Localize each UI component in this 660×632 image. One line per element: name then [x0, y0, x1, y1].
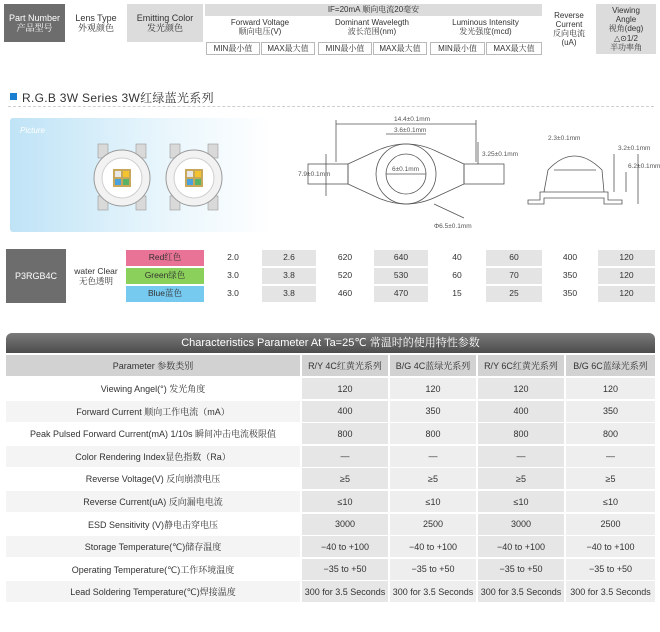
char-row-value: ≥5: [302, 468, 388, 489]
char-row-value: 3000: [302, 514, 388, 535]
header-viewing-angle: [596, 4, 656, 54]
char-row-value: 400: [302, 401, 388, 422]
header-lens-type-en: Lens Type: [75, 12, 117, 23]
dim-vert1: 3.25±0.1mm: [482, 151, 519, 158]
header-viewing-angle-l4: △⊙1/2: [614, 33, 638, 43]
iv-max-label: MAX最大值: [486, 42, 542, 55]
char-row-value: ≥5: [478, 468, 564, 489]
char-table-row: [6, 514, 655, 535]
product-cell-vf-max: 2.6: [262, 250, 316, 266]
char-row-value: −35 to +50: [478, 559, 564, 580]
char-row-value: —: [302, 446, 388, 467]
product-cell-wl-max: 640: [374, 250, 428, 266]
char-row-value: ≥5: [390, 468, 476, 489]
fv-min-label: MIN最小值: [206, 42, 260, 55]
char-table-row: [6, 401, 655, 422]
char-row-value: ≤10: [478, 491, 564, 512]
char-row-value: −40 to +100: [302, 536, 388, 557]
char-row-value: 800: [302, 423, 388, 444]
header-part-number-cn: 产品型号: [16, 23, 53, 33]
product-cell-vf-min: 3.0: [206, 286, 260, 302]
product-cell-iv-min: 40: [430, 250, 484, 266]
dim-diag: Φ6.5±0.1mm: [434, 223, 472, 230]
char-row-value: 300 for 3.5 Seconds: [478, 581, 564, 602]
char-row-value: 3000: [478, 514, 564, 535]
dim-side1: 2.3±0.1mm: [548, 135, 581, 142]
product-lens-cn: 无色透明: [78, 276, 113, 286]
series-title: R.G.B 3W Series 3W红绿蓝光系列: [22, 91, 214, 105]
header-reverse-current-l4: (uA): [561, 38, 577, 48]
header-reverse-current: [544, 4, 594, 54]
header-part-number-en: Part Number: [8, 12, 61, 23]
led-photo-art: [10, 118, 272, 232]
product-cell-iv-max: 60: [486, 250, 542, 266]
char-row-value: 300 for 3.5 Seconds: [390, 581, 476, 602]
char-table-row: [6, 581, 655, 602]
product-cell-angle: 120: [598, 250, 655, 266]
wl-max-label: MAX最大值: [373, 42, 427, 55]
product-cell-vf-max: 3.8: [262, 286, 316, 302]
char-row-label: Lead Soldering Temperature(℃)焊接温度: [6, 581, 300, 602]
dim-side2: 3.2±0.1mm: [618, 145, 651, 152]
product-cell-wl-min: 460: [318, 286, 372, 302]
header-viewing-angle-l2: Angle: [615, 15, 637, 25]
header-forward-voltage-en: Forward Voltage: [230, 18, 290, 27]
header-reverse-current-l3: 反向电流: [553, 29, 585, 38]
product-cell-ir: 350: [544, 286, 596, 302]
char-row-value: −35 to +50: [390, 559, 476, 580]
header-lens-type-cn: 外观颜色: [77, 23, 114, 33]
product-cell-wl-max: 470: [374, 286, 428, 302]
char-row-label: Reverse Voltage(V) 反向崩溃电压: [6, 468, 300, 489]
char-row-value: 300 for 3.5 Seconds: [566, 581, 655, 602]
header-luminous-intensity-cn: 发光强度(mcd): [459, 27, 512, 37]
header-lens-type: [67, 4, 125, 42]
char-row-value: −40 to +100: [390, 536, 476, 557]
technical-drawing: [296, 112, 660, 238]
char-row-value: 800: [390, 423, 476, 444]
char-row-label: ESD Sensitivity (V)静电击穿电压: [6, 514, 300, 535]
char-row-value: 2500: [390, 514, 476, 535]
char-row-label: Forward Current 顺向工作电流（mA）: [6, 401, 300, 422]
product-cell-vf-min: 3.0: [206, 268, 260, 284]
char-row-value: 120: [302, 378, 388, 399]
series-divider: [8, 106, 654, 107]
product-cell-wl-max: 530: [374, 268, 428, 284]
product-cell-vf-max: 3.8: [262, 268, 316, 284]
char-table-row: [6, 536, 655, 557]
series-marker-icon: [10, 93, 17, 100]
char-row-value: —: [478, 446, 564, 467]
char-row-label: Reverse Current(uA) 反向漏电电流: [6, 491, 300, 512]
char-row-value: −35 to +50: [566, 559, 655, 580]
header-emitting-color-cn: 发光颜色: [146, 23, 183, 33]
header-reverse-current-l1: Reverse: [554, 10, 584, 20]
char-row-value: −40 to +100: [566, 536, 655, 557]
char-header-ry6c: R/Y 6C红黄光系列: [478, 355, 564, 376]
product-cell-ir: 350: [544, 268, 596, 284]
header-emitting-color-en: Emitting Color: [136, 12, 194, 23]
header-condition: IF=20mA 顺向电流20毫安: [205, 4, 542, 16]
char-row-label: Peak Pulsed Forward Current(mA) 1/10s 瞬间冲击电流极限值: [6, 423, 300, 444]
char-row-value: 2500: [566, 514, 655, 535]
char-table-row: [6, 423, 655, 444]
dim-top1: 14.4±0.1mm: [394, 116, 431, 123]
product-lens-en: water Clear: [74, 266, 118, 277]
product-color-label: Red红色: [126, 250, 204, 266]
product-color-label: Green绿色: [126, 268, 204, 284]
product-cell-ir: 400: [544, 250, 596, 266]
product-cell-angle: 120: [598, 268, 655, 284]
char-row-value: —: [390, 446, 476, 467]
char-table-title: Characteristics Parameter At Ta=25℃ 常温时的使用特性参数: [6, 333, 655, 353]
char-row-value: 800: [566, 423, 655, 444]
product-cell-iv-max: 25: [486, 286, 542, 302]
fv-max-label: MAX最大值: [261, 42, 315, 55]
product-cell-angle: 120: [598, 286, 655, 302]
char-table-row: [6, 468, 655, 489]
char-row-value: —: [566, 446, 655, 467]
char-header-param: Parameter 参数类别: [6, 355, 300, 376]
header-forward-voltage: [205, 18, 315, 42]
char-row-value: ≤10: [390, 491, 476, 512]
header-viewing-angle-l1: Viewing: [612, 6, 640, 16]
header-luminous-intensity-en: Luminous Intensity: [452, 18, 519, 27]
char-row-value: 350: [390, 401, 476, 422]
iv-min-label: MIN最小值: [430, 42, 485, 55]
char-header-bg6c: B/G 6C蓝绿光系列: [566, 355, 655, 376]
char-row-value: ≥5: [566, 468, 655, 489]
char-table-row: [6, 378, 655, 399]
char-row-value: 300 for 3.5 Seconds: [302, 581, 388, 602]
header-forward-voltage-cn: 顺向电压(V): [238, 27, 282, 37]
char-row-label: Storage Temperature(℃)储存温度: [6, 536, 300, 557]
header-part-number: [4, 4, 65, 42]
char-header-bg4c: B/G 4C蓝绿光系列: [390, 355, 476, 376]
header-dominant-wavelength-cn: 波长范围(nm): [347, 27, 397, 37]
char-row-value: −35 to +50: [302, 559, 388, 580]
char-table-row: [6, 559, 655, 580]
header-emitting-color: [127, 4, 203, 42]
product-cell-iv-min: 15: [430, 286, 484, 302]
char-row-label: Viewing Angel(°) 发光角度: [6, 378, 300, 399]
product-cell-vf-min: 2.0: [206, 250, 260, 266]
header-luminous-intensity: [429, 18, 542, 42]
char-row-value: 120: [478, 378, 564, 399]
photo-label: Picture: [20, 126, 45, 135]
product-color-label: Blue蓝色: [126, 286, 204, 302]
char-row-value: 350: [566, 401, 655, 422]
dim-mid: 6±0.1mm: [392, 166, 420, 173]
char-row-label: Operating Temperature(℃)工作环境温度: [6, 559, 300, 580]
char-table-header: [6, 355, 655, 376]
dim-vert2: 7.9±0.1mm: [298, 171, 331, 178]
char-row-value: 120: [566, 378, 655, 399]
char-table-row: [6, 446, 655, 467]
product-cell-iv-max: 70: [486, 268, 542, 284]
char-row-value: 120: [390, 378, 476, 399]
char-row-value: ≤10: [302, 491, 388, 512]
char-row-label: Color Rendering Index显色指数（Ra）: [6, 446, 300, 467]
char-table-row: [6, 491, 655, 512]
product-cell-wl-min: 520: [318, 268, 372, 284]
dim-top2: 3.6±0.1mm: [394, 127, 427, 134]
header-viewing-angle-l5: 半功率角: [610, 42, 642, 52]
char-header-ry4c: R/Y 4C红黄光系列: [302, 355, 388, 376]
dim-side3: 6.2±0.1mm: [628, 163, 660, 170]
char-row-value: −40 to +100: [478, 536, 564, 557]
product-cell-wl-min: 620: [318, 250, 372, 266]
wl-min-label: MIN最小值: [318, 42, 372, 55]
product-lens-type: [68, 252, 124, 302]
product-part-number: P3RGB4C: [6, 249, 66, 303]
product-photo: [10, 118, 272, 232]
header-reverse-current-l2: Current: [555, 19, 583, 29]
product-cell-iv-min: 60: [430, 268, 484, 284]
header-dominant-wavelength-en: Dominant Wavelegth: [335, 18, 409, 27]
char-row-value: 800: [478, 423, 564, 444]
char-row-value: 400: [478, 401, 564, 422]
header-dominant-wavelength: [317, 18, 427, 42]
char-row-value: ≤10: [566, 491, 655, 512]
header-viewing-angle-l3: 视角(deg): [608, 24, 644, 34]
